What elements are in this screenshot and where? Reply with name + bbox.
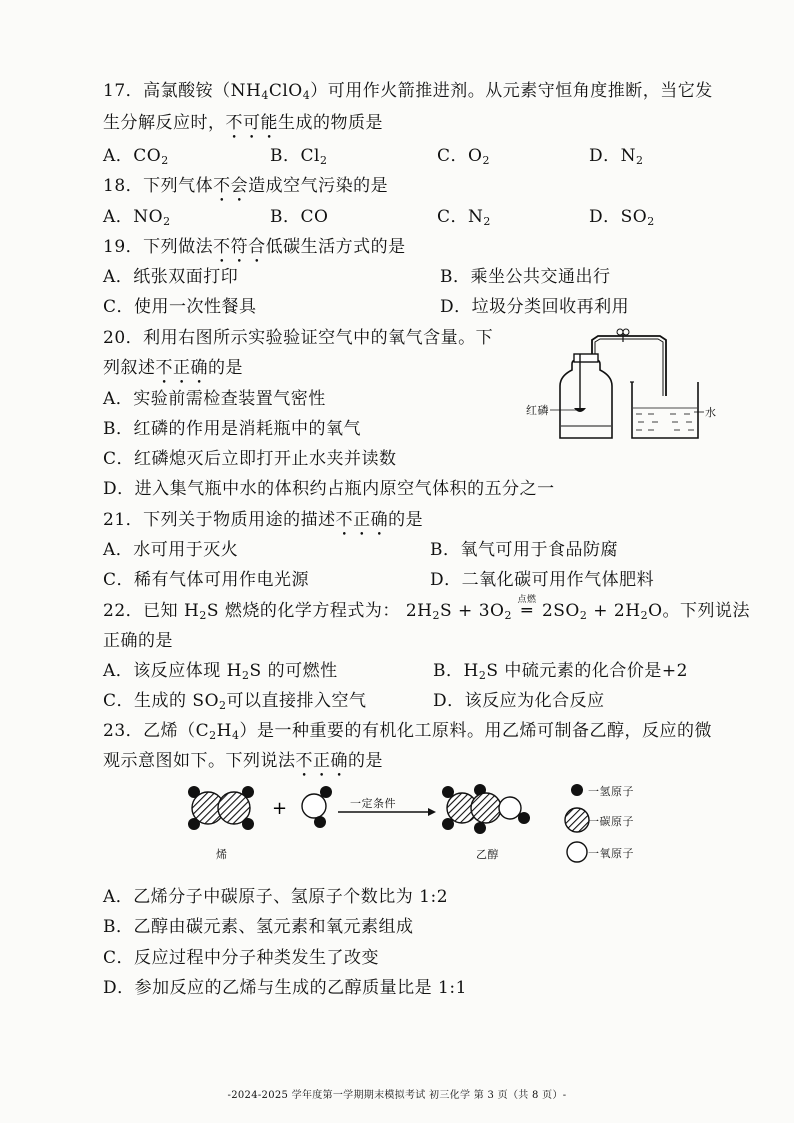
svg-text:+: + [272, 798, 288, 819]
beaker-water [633, 408, 697, 430]
q18-option-b: B．CO [270, 207, 329, 227]
ethanol-molecule [442, 784, 530, 834]
q22-option-b: B．$H_2S$ 中硫元素的化合价是+2 [433, 661, 688, 682]
q19-option-a: A．纸张双面打印 [103, 267, 239, 287]
legend-oxygen: 一氧原子 [588, 847, 634, 860]
q20-option-d: D．进入集气瓶中水的体积约占瓶内原空气体积的五分之一 [103, 479, 555, 499]
ethylene-molecule [188, 786, 254, 830]
q21-option-b: B．氧气可用于食品防腐 [430, 540, 618, 560]
legend-hydrogen-icon [571, 784, 583, 796]
q22-option-d: D．该反应为化合反应 [433, 691, 605, 711]
q23-option-b: B．乙醇由碳元素、氢元素和氧元素组成 [103, 917, 414, 937]
label-red-phosphorus: 红磷 [526, 404, 549, 417]
q18-option-c: C．$N_2$ [437, 207, 491, 228]
connecting-tube [592, 336, 666, 396]
q17-option-d: D．$N_2$ [589, 146, 644, 167]
q17-option-a: A．$CO_2$ [103, 146, 169, 167]
page-footer: -2024-2025 学年度第一学期期末模拟考试 初三化学 第 3 页（共 8 页）- [227, 1090, 567, 1101]
q19-option-b: B．乘坐公共交通出行 [440, 267, 611, 287]
q23-stem: 23．乙烯$(C_2H_4)$是一种重要的有机化工原料。用乙烯可制备乙醇，反应的微 [103, 721, 712, 742]
ethylene-label: 烯 [216, 848, 228, 861]
bottle-stopper [574, 354, 598, 362]
q20-stem: 20．利用右图所示实验验证空气中的氧气含量。下 [103, 328, 494, 348]
ethanol-label: 乙醇 [476, 848, 499, 861]
q20-option-a: A．实验前需检查装置气密性 [103, 389, 326, 409]
q17-option-b: B．$Cl_2$ [270, 146, 328, 167]
legend-carbon-icon [565, 808, 589, 832]
q20-option-c: C．红磷熄灭后立即打开止水夹并读数 [103, 449, 397, 469]
q22-stem-line2: 正确的是 [103, 631, 173, 651]
q20-option-b: B．红磷的作用是消耗瓶中的氧气 [103, 419, 361, 439]
q23-option-a: A．乙烯分子中碳原子、氢原子个数比为 1:2 [103, 887, 449, 907]
q22-option-c: C．生成的 $SO_2$可以直接排入空气 [103, 691, 367, 712]
legend-hydrogen: 一氢原子 [588, 785, 634, 798]
q21-stem: 21．下列关于物质用途的描述不正确的是 [103, 510, 424, 530]
reaction-condition: 一定条件 [350, 797, 396, 810]
q19-option-c: C．使用一次性餐具 [103, 297, 257, 317]
label-water: 水 [705, 406, 717, 419]
q21-option-d: D．二氧化碳可用作气体肥料 [430, 570, 655, 590]
equation-condition: 点燃 [517, 595, 537, 605]
q19-option-d: D．垃圾分类回收再利用 [440, 297, 630, 317]
q23-stem-line2: 观示意图如下。下列说法不正确的是 [103, 751, 383, 771]
q22-option-a: A．该反应体现 $H_2S$ 的可燃性 [103, 661, 338, 682]
water-molecule [302, 786, 332, 828]
q23-option-d: D．参加反应的乙烯与生成的乙醇质量比是 1:1 [103, 978, 467, 998]
q17-stem: 17．高氯酸铵$(NH_4ClO_4)$可用作火箭推进剂。从元素守恒角度推断，当它发 [103, 81, 713, 102]
q19-stem: 19．下列做法不符合低碳生活方式的是 [103, 237, 406, 257]
q23-option-c: C．反应过程中分子种类发生了改变 [103, 948, 380, 968]
q22-stem: 22．已知 $H_2S$ 燃烧的化学方程式为： $2H_2S + 3O_2$ 点燃 ═ $2SO_2 + 2H_2O$。下列说法 [103, 596, 750, 621]
q20-stem-line2: 列叙述不正确的是 [103, 358, 243, 378]
q21-option-a: A．水可用于灭火 [103, 540, 239, 560]
combustion-equation: $2H_2S + 3O_2$ 点燃 ═ $2SO_2 + 2H_2O$ [406, 601, 663, 621]
legend-oxygen-icon [567, 842, 587, 862]
q17-stem-line2: 生分解反应时，不可能生成的物质是 [103, 113, 383, 133]
q18-stem: 18．下列气体不会造成空气污染的是 [103, 176, 389, 196]
legend-carbon: 一碳原子 [588, 815, 634, 828]
q18-option-d: D．$SO_2$ [589, 207, 655, 228]
oxygen-content-apparatus [520, 326, 720, 446]
q21-option-c: C．稀有气体可用作电光源 [103, 570, 310, 590]
q17-option-c: C．$O_2$ [437, 146, 490, 167]
q18-option-a: A．$NO_2$ [103, 207, 171, 228]
